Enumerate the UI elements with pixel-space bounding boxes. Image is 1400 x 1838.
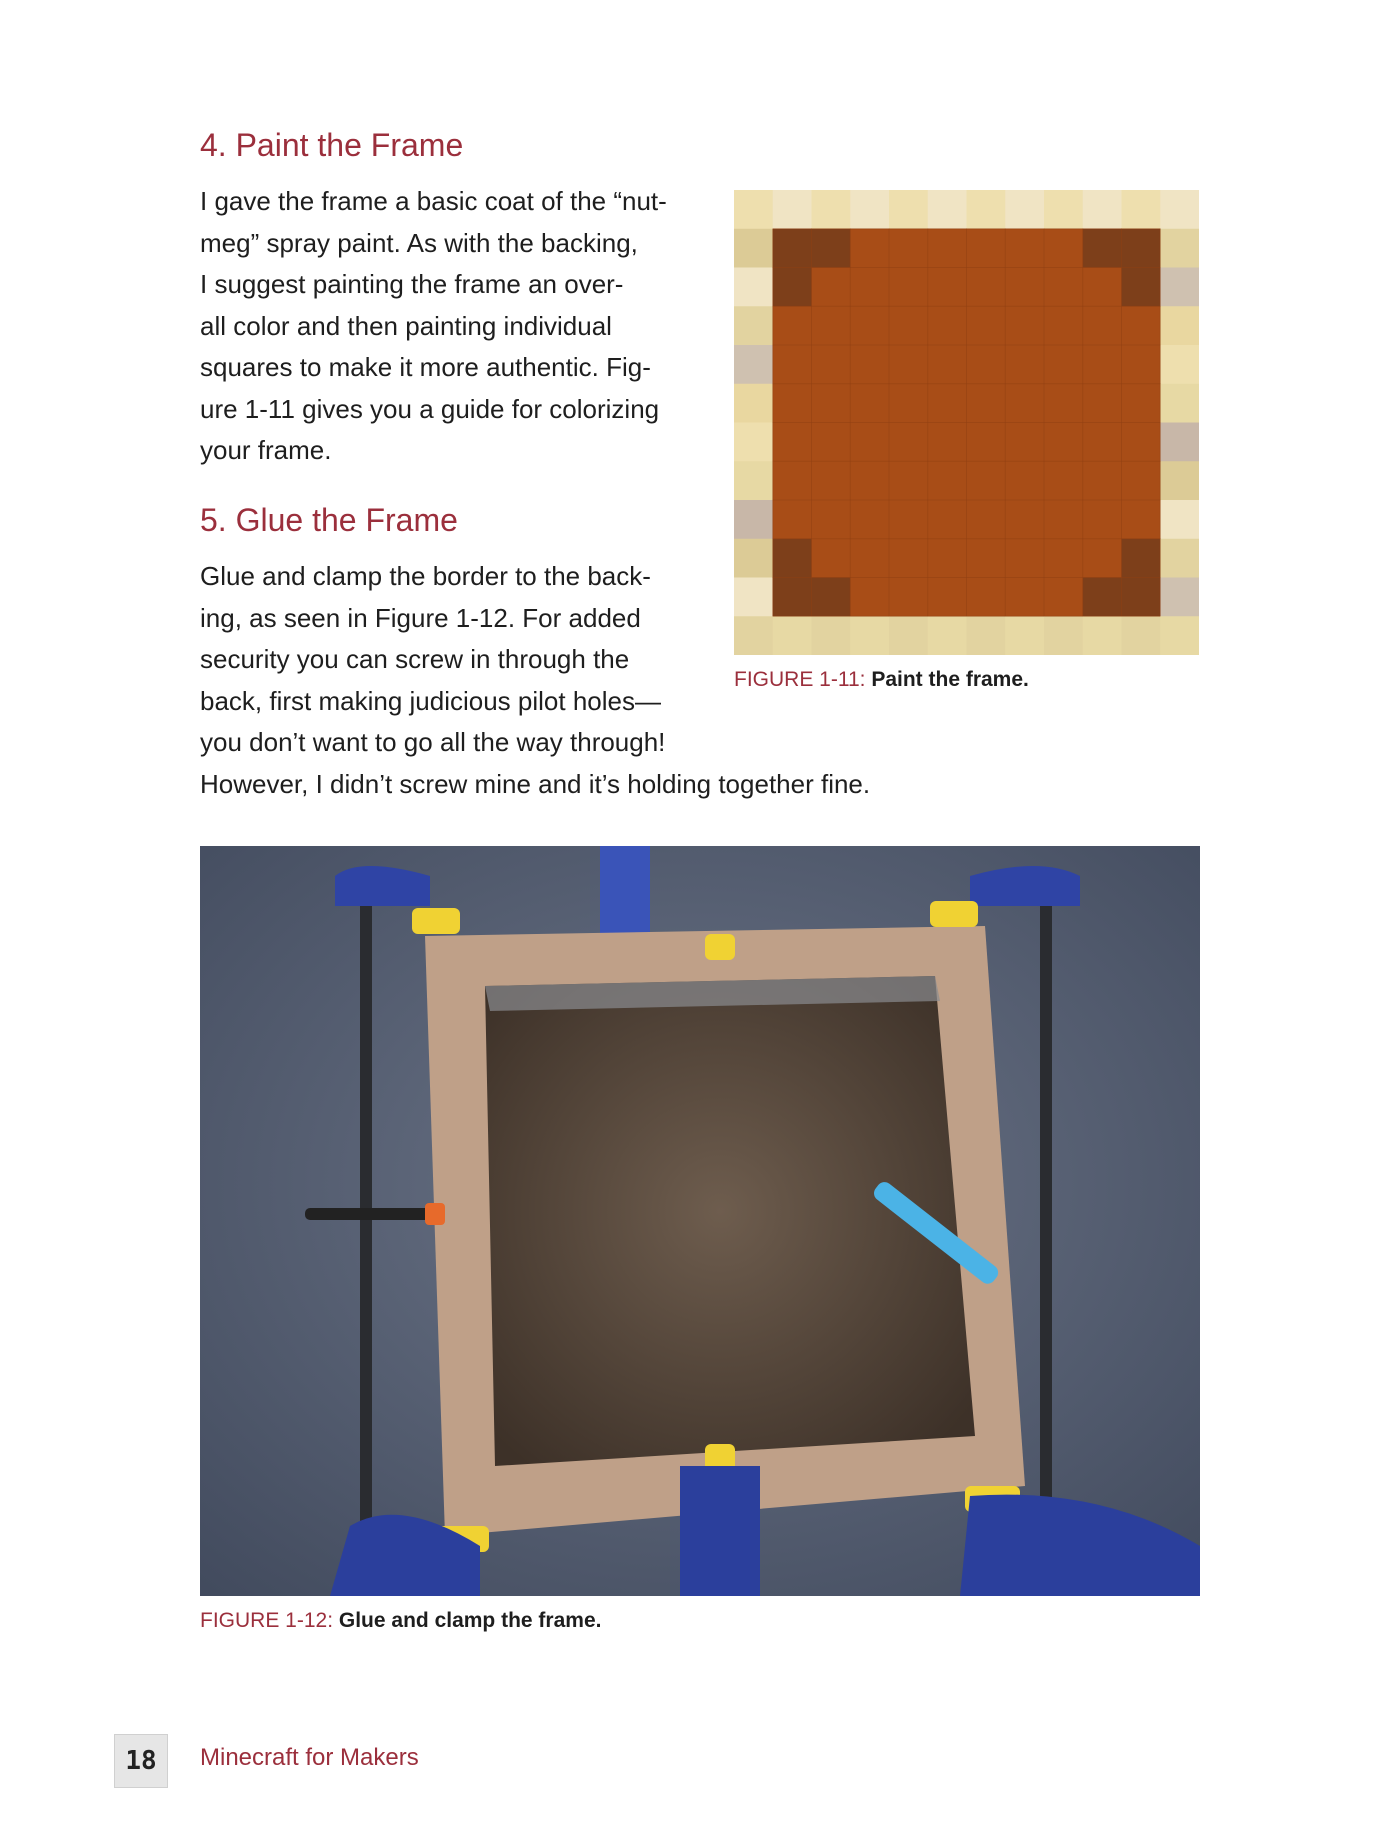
frame-border-square	[1160, 384, 1199, 423]
frame-border-square	[889, 190, 928, 229]
frame-border-square	[928, 190, 967, 229]
frame-interior-square	[1005, 578, 1044, 617]
frame-color-guide-figure	[734, 190, 1199, 655]
frame-border-square	[850, 190, 889, 229]
frame-interior-square	[928, 384, 967, 423]
frame-interior-square	[967, 423, 1006, 462]
running-footer-title: Minecraft for Makers	[200, 1744, 419, 1771]
frame-interior-square	[1005, 500, 1044, 539]
frame-interior-square	[889, 306, 928, 345]
figure-caption-text: Paint the frame.	[871, 668, 1029, 691]
frame-interior-square	[850, 306, 889, 345]
frame-border-square	[1160, 306, 1199, 345]
frame-border-square	[734, 384, 773, 423]
frame-interior-square	[1122, 461, 1161, 500]
frame-interior-square	[812, 578, 851, 617]
frame-interior-square	[850, 461, 889, 500]
frame-interior-square	[812, 423, 851, 462]
text-line: meg” spray paint. As with the backing,	[200, 227, 638, 258]
frame-interior-square	[1083, 229, 1122, 268]
frame-interior-square	[773, 500, 812, 539]
frame-border-square	[1083, 190, 1122, 229]
frame-interior-square	[1044, 268, 1083, 307]
frame-interior-square	[1044, 423, 1083, 462]
frame-interior-square	[1044, 384, 1083, 423]
frame-interior-square	[1122, 229, 1161, 268]
frame-interior-square	[1083, 500, 1122, 539]
frame-border-square	[1160, 268, 1199, 307]
frame-border-square	[734, 461, 773, 500]
frame-border-square	[1160, 345, 1199, 384]
frame-border-square	[1160, 616, 1199, 655]
frame-interior-square	[1083, 306, 1122, 345]
frame-interior-square	[812, 268, 851, 307]
frame-interior-square	[1122, 306, 1161, 345]
frame-interior-square	[773, 461, 812, 500]
frame-interior-square	[1083, 345, 1122, 384]
frame-interior-square	[773, 578, 812, 617]
frame-border-square	[1005, 616, 1044, 655]
frame-border-square	[967, 616, 1006, 655]
page-number: 18	[114, 1734, 168, 1788]
frame-border-square	[1044, 190, 1083, 229]
frame-interior-square	[889, 578, 928, 617]
figure-caption-text: Glue and clamp the frame.	[338, 1609, 602, 1632]
frame-interior-square	[967, 384, 1006, 423]
figure-1-12-caption	[200, 1609, 601, 1633]
frame-interior-square	[967, 539, 1006, 578]
frame-interior-square	[850, 423, 889, 462]
frame-interior-square	[1044, 461, 1083, 500]
frame-border-square	[812, 616, 851, 655]
frame-interior-square	[967, 306, 1006, 345]
frame-interior-square	[889, 500, 928, 539]
frame-border-square	[734, 616, 773, 655]
frame-border-square	[1160, 539, 1199, 578]
figure-label: FIGURE 1-12:	[200, 1609, 334, 1632]
frame-interior-square	[1083, 539, 1122, 578]
frame-interior-square	[1044, 578, 1083, 617]
frame-border-square	[928, 616, 967, 655]
frame-interior-square	[928, 229, 967, 268]
frame-interior-square	[1122, 384, 1161, 423]
frame-border-square	[773, 190, 812, 229]
frame-interior-square	[928, 306, 967, 345]
frame-interior-square	[1005, 423, 1044, 462]
frame-interior-square	[967, 229, 1006, 268]
frame-interior-square	[967, 500, 1006, 539]
frame-border-square	[1160, 190, 1199, 229]
frame-interior-square	[812, 306, 851, 345]
frame-border-square	[889, 616, 928, 655]
text-line: your frame.	[200, 435, 332, 465]
frame-interior-square	[889, 268, 928, 307]
frame-interior-square	[850, 500, 889, 539]
frame-interior-square	[928, 423, 967, 462]
frame-border-square	[1160, 578, 1199, 617]
frame-interior-square	[850, 384, 889, 423]
frame-interior-square	[773, 539, 812, 578]
frame-interior-square	[1005, 461, 1044, 500]
frame-interior-square	[850, 539, 889, 578]
frame-interior-square	[928, 539, 967, 578]
frame-interior-square	[1044, 229, 1083, 268]
frame-border-square	[734, 345, 773, 384]
frame-interior-square	[1005, 306, 1044, 345]
frame-interior-square	[967, 345, 1006, 384]
frame-border-square	[734, 423, 773, 462]
frame-interior-square	[812, 539, 851, 578]
frame-interior-square	[1083, 461, 1122, 500]
frame-interior-square	[850, 268, 889, 307]
frame-interior-square	[812, 229, 851, 268]
text-line: back, first making judicious pilot holes—	[200, 685, 661, 716]
frame-border-square	[734, 190, 773, 229]
frame-interior-square	[1005, 268, 1044, 307]
frame-border-square	[1160, 423, 1199, 462]
frame-border-square	[812, 190, 851, 229]
text-line: However, I didn’t screw mine and it’s holding together fine.	[200, 768, 871, 799]
frame-border-square	[734, 306, 773, 345]
frame-interior-square	[773, 229, 812, 268]
text-line: I suggest painting the frame an over-	[200, 269, 624, 299]
paragraph-paint-frame	[200, 181, 667, 472]
frame-interior-square	[1005, 384, 1044, 423]
frame-interior-square	[1083, 384, 1122, 423]
frame-border-square	[1083, 616, 1122, 655]
frame-interior-square	[850, 229, 889, 268]
frame-interior-square	[1083, 268, 1122, 307]
frame-interior-square	[928, 345, 967, 384]
figure-label: FIGURE 1-11:	[734, 668, 866, 691]
frame-interior-square	[1083, 578, 1122, 617]
frame-interior-square	[812, 500, 851, 539]
frame-interior-square	[1044, 306, 1083, 345]
frame-interior-square	[1044, 539, 1083, 578]
frame-border-square	[734, 268, 773, 307]
frame-border-square	[1160, 500, 1199, 539]
section-heading-glue-frame: 5. Glue the Frame	[200, 502, 458, 538]
frame-interior-square	[1122, 423, 1161, 462]
frame-interior-square	[928, 500, 967, 539]
frame-interior-square	[812, 384, 851, 423]
text-line: ing, as seen in Figure 1-12. For added	[200, 602, 641, 633]
frame-border-square	[1160, 461, 1199, 500]
frame-interior-square	[1122, 268, 1161, 307]
frame-interior-square	[1083, 423, 1122, 462]
frame-interior-square	[850, 578, 889, 617]
frame-interior-square	[773, 345, 812, 384]
frame-border-square	[734, 500, 773, 539]
text-line: ure 1-11 gives you a guide for colorizing	[200, 393, 660, 424]
frame-interior-square	[850, 345, 889, 384]
frame-border-square	[1044, 616, 1083, 655]
frame-interior-square	[889, 461, 928, 500]
frame-interior-square	[967, 578, 1006, 617]
frame-border-square	[773, 616, 812, 655]
frame-border-square	[734, 539, 773, 578]
text-line: all color and then painting individual	[200, 310, 612, 341]
frame-interior-square	[889, 345, 928, 384]
frame-interior-square	[889, 229, 928, 268]
frame-interior-square	[773, 268, 812, 307]
text-line: Glue and clamp the border to the back-	[200, 561, 651, 591]
frame-interior-square	[812, 345, 851, 384]
frame-interior-square	[1122, 578, 1161, 617]
frame-interior-square	[1044, 500, 1083, 539]
frame-interior-square	[967, 268, 1006, 307]
frame-interior-square	[928, 461, 967, 500]
frame-border-square	[1005, 190, 1044, 229]
frame-interior-square	[928, 578, 967, 617]
frame-interior-square	[889, 384, 928, 423]
text-line: squares to make it more authentic. Fig-	[200, 352, 651, 382]
frame-border-square	[967, 190, 1006, 229]
frame-border-square	[1160, 229, 1199, 268]
frame-border-square	[850, 616, 889, 655]
frame-interior-square	[1122, 345, 1161, 384]
frame-interior-square	[1005, 345, 1044, 384]
frame-interior-square	[889, 539, 928, 578]
frame-interior-square	[1005, 539, 1044, 578]
frame-interior-square	[773, 384, 812, 423]
section-heading-paint-frame: 4. Paint the Frame	[200, 127, 464, 163]
frame-interior-square	[1044, 345, 1083, 384]
text-line: security you can screw in through the	[200, 644, 630, 674]
frame-border-square	[734, 578, 773, 617]
frame-interior-square	[773, 306, 812, 345]
frame-interior-square	[1122, 500, 1161, 539]
frame-border-square	[734, 229, 773, 268]
text-line: you don’t want to go all the way through!	[200, 727, 666, 757]
frame-interior-square	[812, 461, 851, 500]
text-line: I gave the frame a basic coat of the “nut-	[200, 186, 667, 216]
frame-border-square	[1122, 616, 1161, 655]
frame-interior-square	[1005, 229, 1044, 268]
frame-interior-square	[928, 268, 967, 307]
frame-interior-square	[889, 423, 928, 462]
frame-interior-square	[1122, 539, 1161, 578]
frame-interior-square	[967, 461, 1006, 500]
frame-interior-square	[773, 423, 812, 462]
figure-1-11-caption	[734, 668, 1029, 692]
frame-border-square	[1122, 190, 1161, 229]
glue-and-clamp-photo	[200, 846, 1200, 1596]
